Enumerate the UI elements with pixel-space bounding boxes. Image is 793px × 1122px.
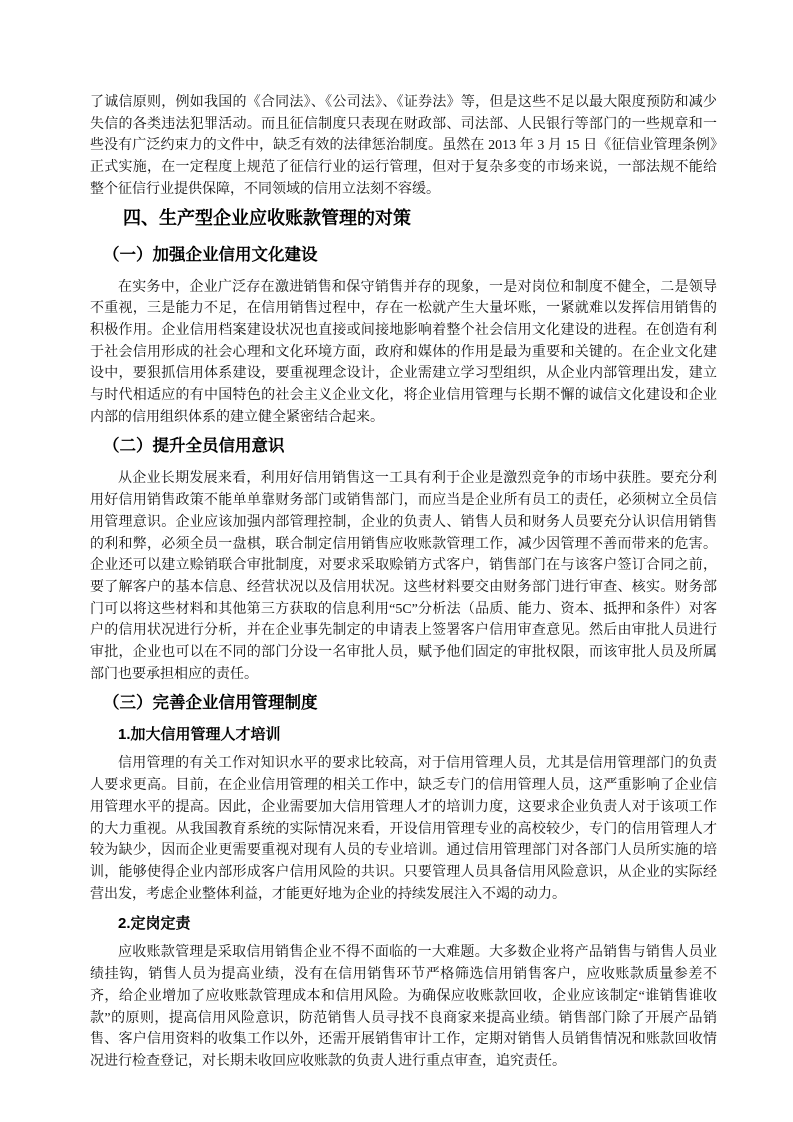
- section-heading-2: （二）提升全员信用意识: [103, 437, 285, 456]
- chapter-heading: 四、生产型企业应收账款管理的对策: [123, 207, 411, 228]
- section-heading-3: （三）完善企业信用管理制度: [103, 694, 318, 713]
- item-heading-1: 1.加大信用管理人才培训: [118, 726, 281, 744]
- continuation-paragraph: 了诚信原则，例如我国的《合同法》、《公司法》、《证券法》等，但是这些不足以最大限度预防和减少失信的各类违法犯罪活动。而且征信制度只表现在财政部、司法部、人民银行等部门的一些规章和一些没有广泛约束力的文件中，缺乏有效的法律惩治制度。虽然在 2013 年 3 月 15 日《征信业管理条例》正式实施，在一定程度上规范了征信行业的运行管理，但对于复杂多变的市场来说，一部法规不能给整个征信行业提供保障，不同领域的信用立法刻不容缓。: [90, 95, 717, 197]
- item-paragraph-1: 信用管理的有关工作对知识水平的要求比较高，对于信用管理人员，尤其是信用管理部门的负责人要求更高。目前，在企业信用管理的相关工作中，缺乏专门的信用管理人员，这严重影响了企业信用管理水平的提高。因此，企业需要加大信用管理人才的培训力度，这要求企业负责人对于该项工作的大力重视。从我国教育系统的实际情况来看，开设信用管理专业的高校较少，专门的信用管理人才较为缺少，因而企业更需要重视对现有人员的专业培训。通过信用管理部门对各部门人员所实施的培训，能够使得企业内部形成客户信用风险的共识。只要管理人员具备信用风险意识，从企业的实际经营出发，考虑企业整体利益，才能更好地为企业的持续发展注入不竭的动力。: [90, 756, 717, 902]
- section-heading-1: （一）加强企业信用文化建设: [103, 245, 318, 264]
- section-paragraph-2: 从企业长期发展来看，利用好信用销售这一工具有利于企业是激烈竞争的市场中获胜。要充分利用好信用销售政策不能单单靠财务部门或销售部门，而应当是企业所有员工的责任，必须树立全员信用管理意识。企业应该加强内部管理控制，企业的负责人、销售人员和财务人员要充分认识信用销售的利和弊，必须全员一盘棋，联合制定信用销售应收账款管理工作，减少因管理不善而带来的危害。企业还可以建立赊销联合审批制度，对要求采取赊销方式客户，销售部门在与该客户签订合同之前，要了解客户的基本信息、经营状况以及信用状况。这些材料要交由财务部门进行审查、核实。财务部门可以将这些材料和其他第三方获取的信息利用“5C”分析法（品质、能力、资本、抵押和条件）对客户的信用状况进行分析，并在企业事先制定的申请表上签署客户信用审查意见。然后由审批人员进行审批，企业也可以在不同的部门分设一名审批人员，赋予他们固定的审批权限，而该审批人员及所属部门也要承担相应的责任。: [90, 471, 717, 682]
- item-paragraph-2: 应收账款管理是采取信用销售企业不得不面临的一大难题。大多数企业将产品销售与销售人员业绩挂钩，销售人员为提高业绩，没有在信用销售环节严格筛选信用销售客户，应收账款质量参差不齐，给企业增加了应收账款管理成本和信用风险。为确保应收账款回收，企业应该制定“谁销售谁收款”的原则，提高信用风险意识，防范销售人员寻找不良商家来提高业绩。销售部门除了开展产品销售、客户信用资料的收集工作以外，还需开展销售审计工作，定期对销售人员销售情况和账款回收情况进行检查登记，对长期未收回应收账款的负责人进行重点审查，追究责任。: [90, 945, 717, 1069]
- section-paragraph-1: 在实务中，企业广泛存在激进销售和保守销售并存的现象，一是对岗位和制度不健全，二是领导不重视，三是能力不足，在信用销售过程中，存在一松就产生大量坏账，一紧就难以发挥信用销售的积极作用。企业信用档案建设状况也直接或间接地影响着整个社会信用文化建设的进程。在创造有利于社会信用形成的社会心理和文化环境方面，政府和媒体的作用是最为重要和关键的。在企业文化建设中，要狠抓信用体系建设，要重视理念设计，企业需建立学习型组织，从企业内部管理出发，建立与时代相适应的有中国特色的社会主义企业文化，将企业信用管理与长期不懈的诚信文化建设和企业内部的信用组织体系的建立健全紧密结合起来。: [90, 279, 717, 425]
- item-heading-2: 2.定岗定责: [118, 915, 191, 933]
